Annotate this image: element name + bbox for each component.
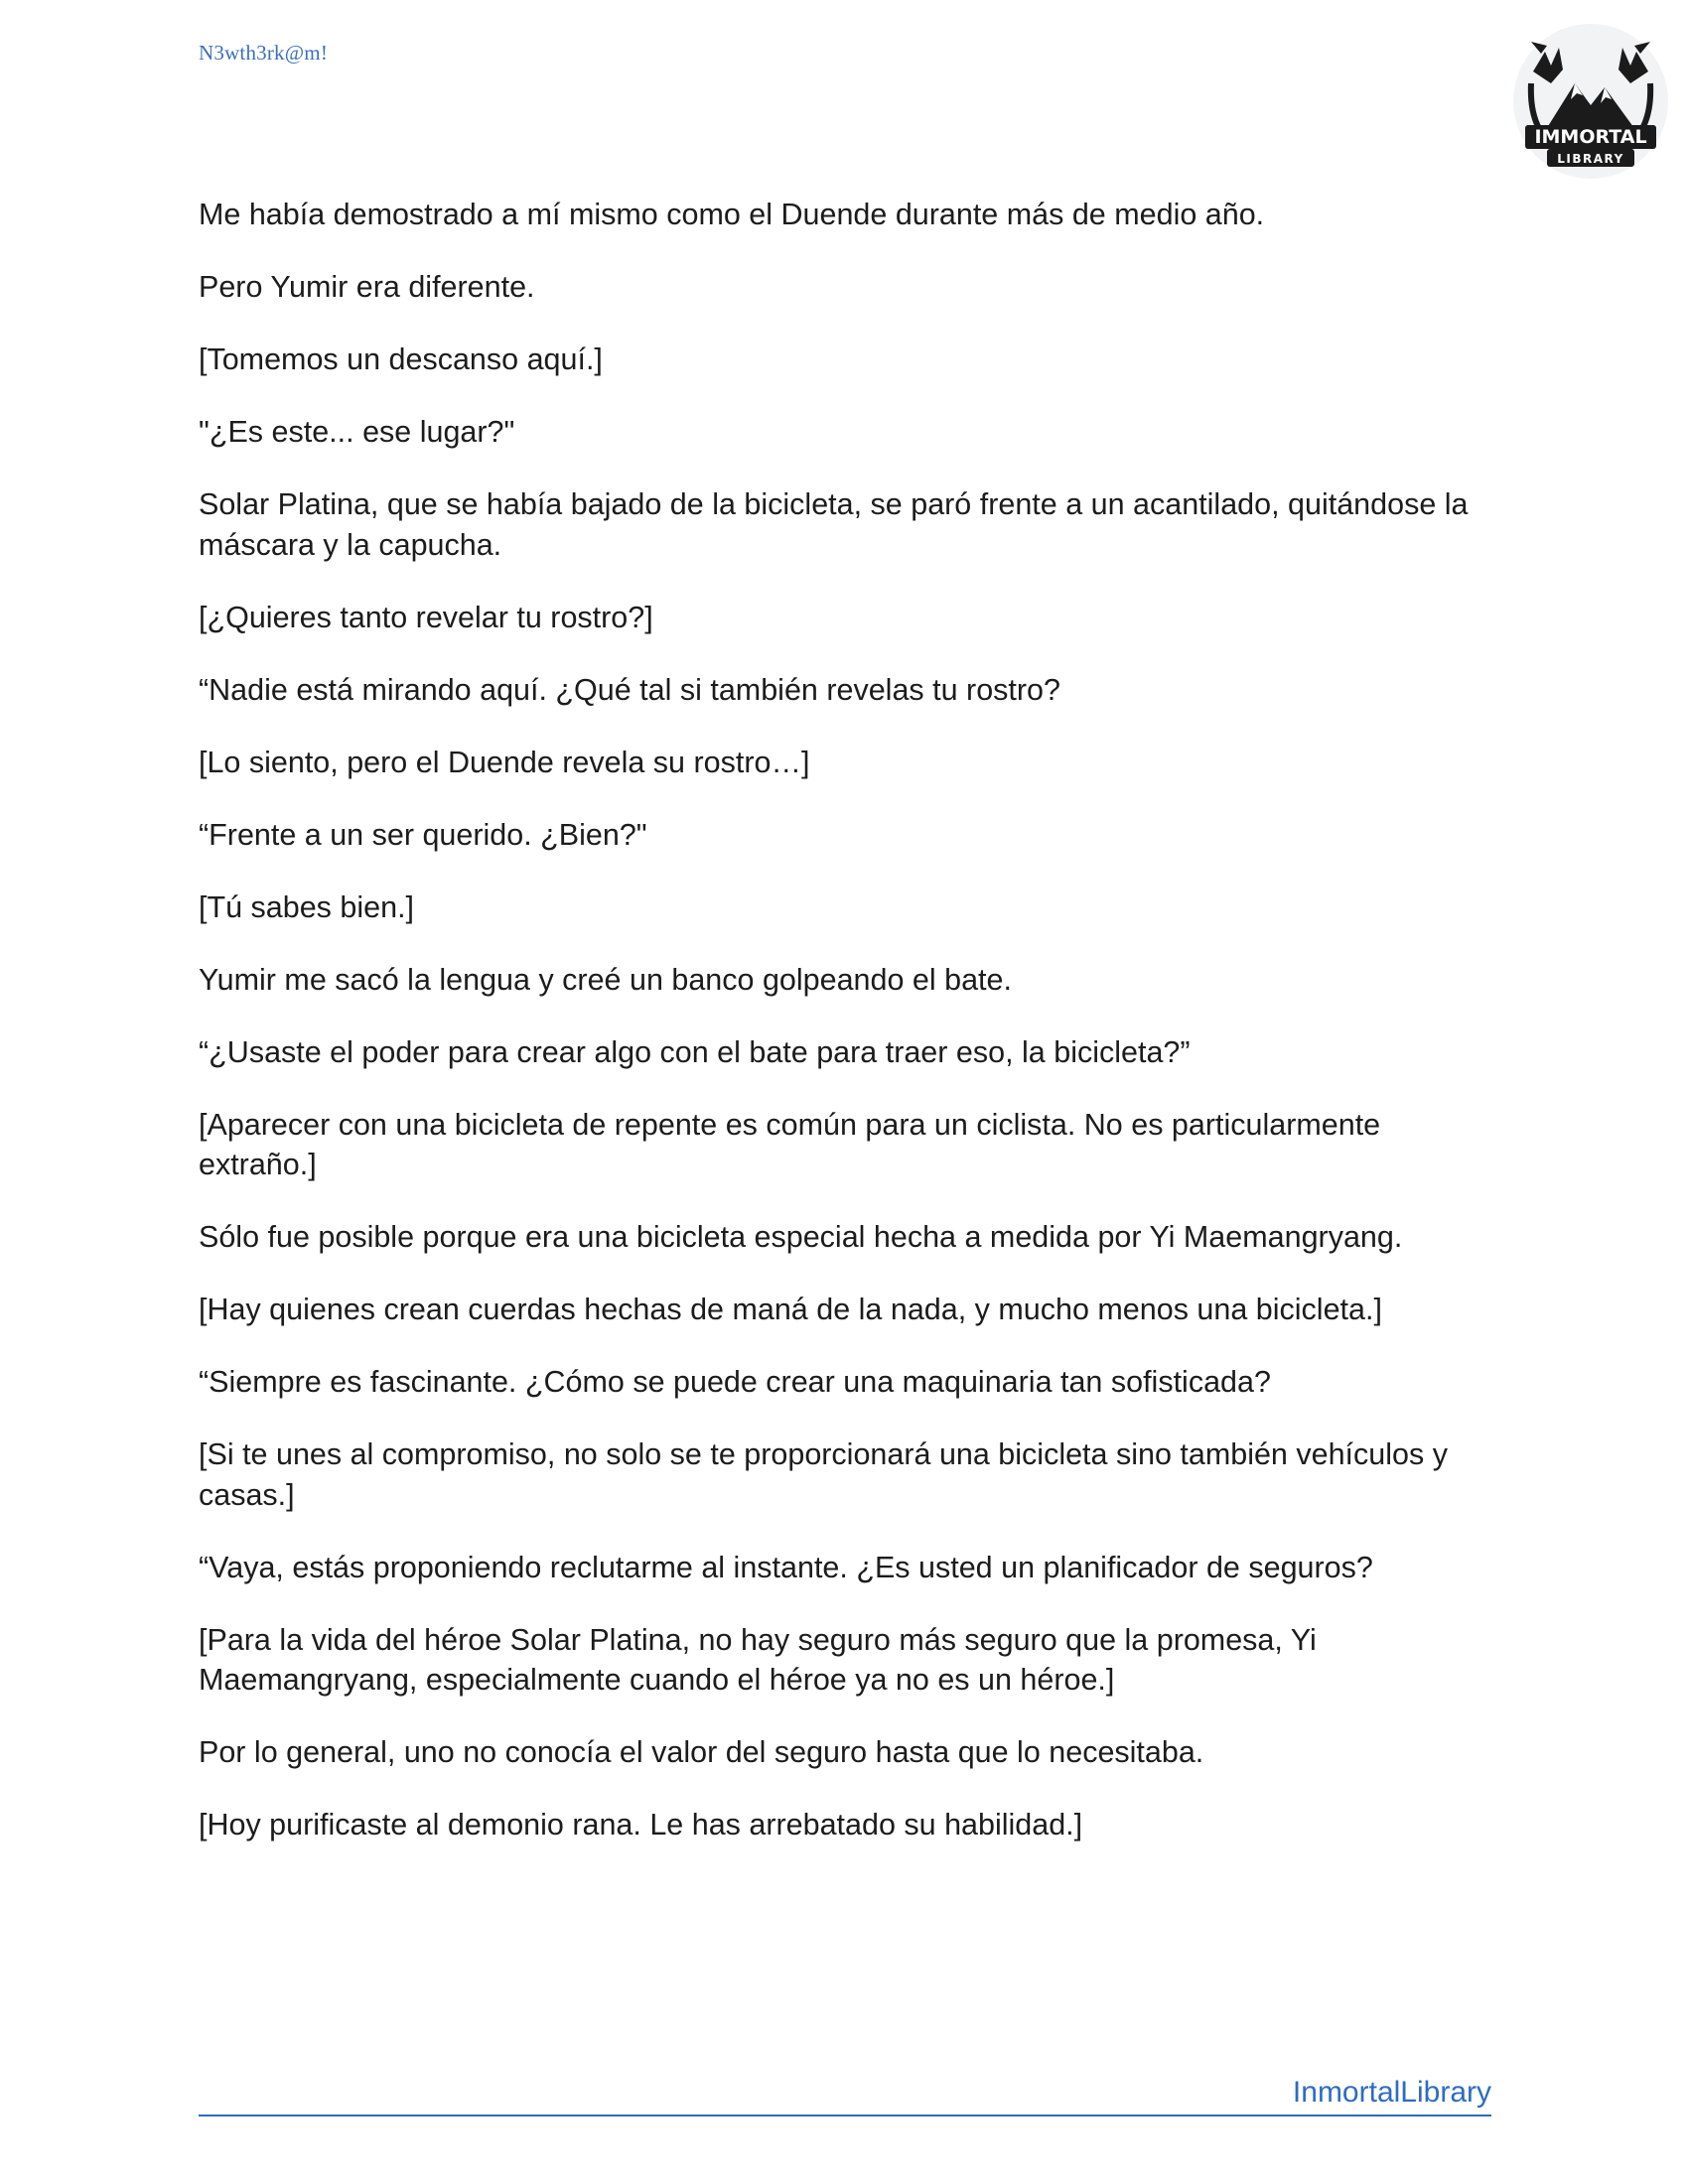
paragraph: [Tú sabes bien.] [199, 889, 415, 924]
paragraph: Pero Yumir era diferente. [199, 270, 535, 304]
paragraph: “Frente a un ser querido. ¿Bien?" [199, 817, 647, 852]
paragraph: [Hay quienes crean cuerdas hechas de maná de la nada, y mucho menos una bicicleta.] [199, 1293, 1382, 1326]
logo-icon [1511, 14, 1670, 188]
logo-line1: IMMORTAL [1534, 126, 1647, 148]
paragraph: Por lo general, uno no conocía el valor del seguro hasta que lo necesitaba. [199, 1735, 1204, 1769]
immortal-library-logo [1511, 14, 1670, 188]
paragraph: “Siempre es fascinante. ¿Cómo se puede crear una maquinaria tan sofisticada? [199, 1365, 1271, 1399]
logo-line2: LIBRARY [1557, 152, 1624, 166]
paragraph: [Si te unes al compromiso, no solo se te proporcionará una bicicleta sino también vehículos y casas.] [199, 1437, 1448, 1512]
paragraph: [Aparecer con una bicicleta de repente es común para un ciclista. No es particularmente extraño.] [199, 1107, 1381, 1181]
paragraph: Sólo fue posible porque era una bicicleta especial hecha a medida por Yi Maemangryang. [199, 1220, 1403, 1254]
paragraph: [¿Quieres tanto revelar tu rostro?] [199, 600, 653, 634]
footer-divider [199, 2115, 1491, 2116]
paragraph: [Tomemos un descanso aquí.] [199, 342, 603, 376]
watermark-text: N3wth3rk@m! [199, 41, 329, 65]
chapter-body [199, 195, 1499, 1877]
paragraph: "¿Es este... ese lugar?" [199, 415, 515, 449]
paragraph: “Nadie está mirando aquí. ¿Qué tal si también revelas tu rostro? [199, 672, 1060, 707]
paragraph: [Para la vida del héroe Solar Platina, no hay seguro más seguro que la promesa, Yi Maemangryang, especialmente cuando el héroe ya no es un héroe.] [199, 1622, 1317, 1697]
paragraph: [Lo siento, pero el Duende revela su rostro…] [199, 745, 810, 779]
paragraph: “¿Usaste el poder para crear algo con el bate para traer eso, la bicicleta?” [199, 1034, 1191, 1069]
paragraph: [Hoy purificaste al demonio rana. Le has arrebatado su habilidad.] [199, 1808, 1083, 1842]
footer-link[interactable]: InmortalLibrary [1292, 2076, 1491, 2109]
paragraph: Solar Platina, que se había bajado de la bicicleta, se paró frente a un acantilado, quitándose la máscara y la capucha. [199, 487, 1469, 562]
paragraph: Yumir me sacó la lengua y creé un banco golpeando el bate. [199, 962, 1012, 997]
paragraph: Me había demostrado a mí mismo como el Duende durante más de medio año. [199, 198, 1265, 231]
paragraph: “Vaya, estás proponiendo reclutarme al instante. ¿Es usted un planificador de seguros? [199, 1550, 1373, 1584]
